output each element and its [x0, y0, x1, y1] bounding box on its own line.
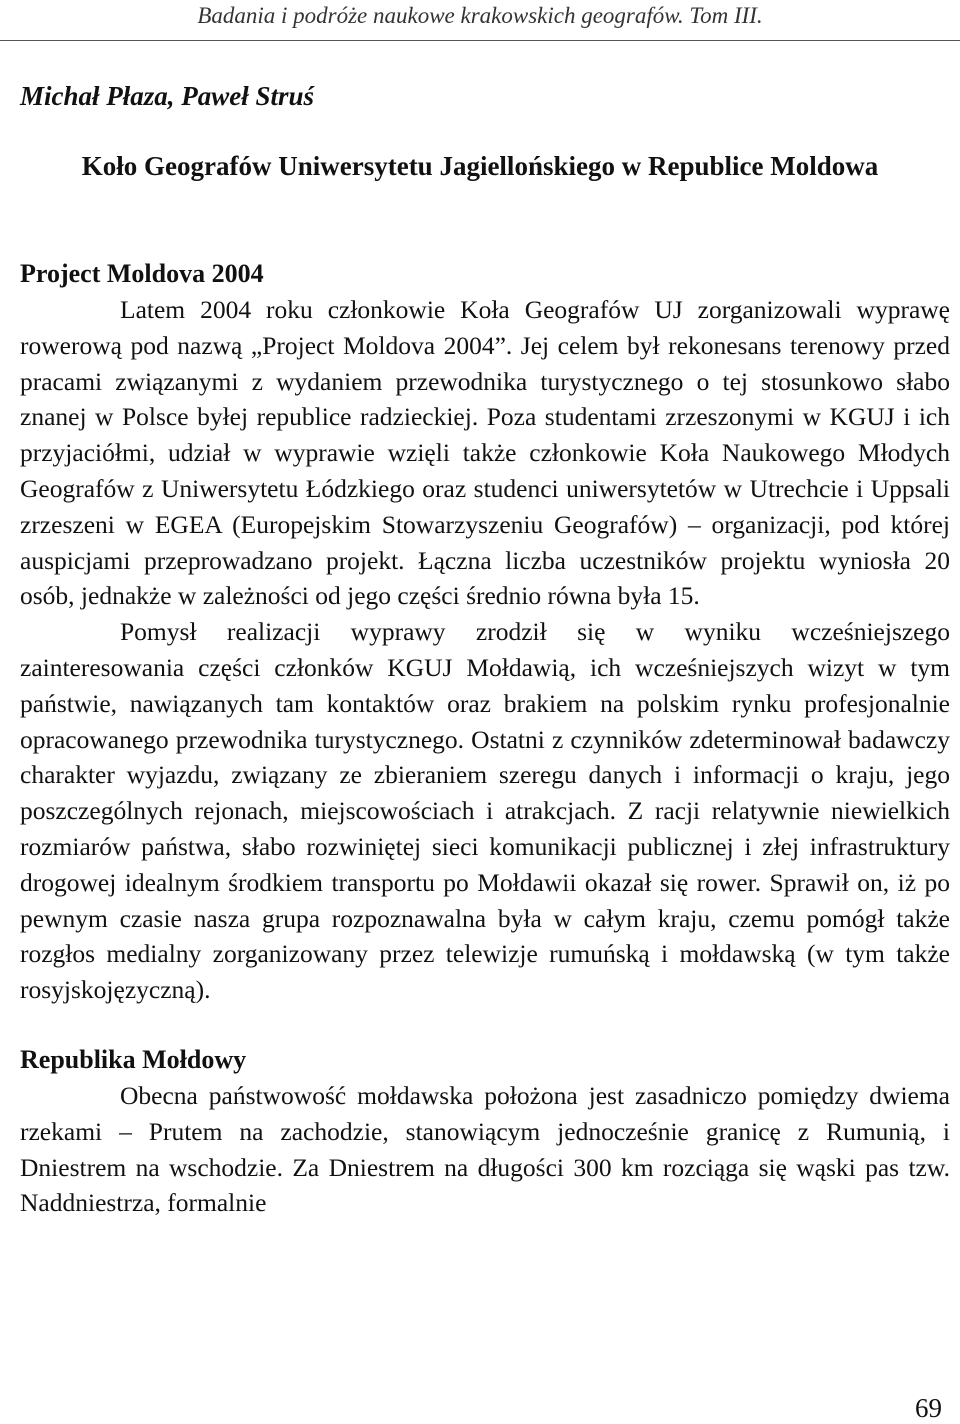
paragraph: Latem 2004 roku członkowie Koła Geografów UJ zorganizowali wyprawę rowerową pod nazwą „Project Moldova 2004”. Jej celem był rekonesans terenowy przed pracami związanymi z wydaniem przewodnika turystycznego o tej stosunkowo słabo znanej w Polsce byłej republice radzieckiej. Poza studentami zrzeszonymi w KGUJ i ich przyjaciółmi, udział w wyprawie wzięli także członkowie Koła Naukowego Młodych Geografów z Uniwersytetu Łódzkiego oraz studenci uniwersytetów w Utrechcie i Uppsali zrzeszeni w EGEA (Europejskim Stowarzyszeniu Geografów) – organizacji, pod której auspicjami przeprowadzano projekt. Łączna liczba uczestników projektu wyniosła 20 osób, jednakże w zależności od jego części średnio równa była 15.: [20, 295, 950, 611]
paragraph: Pomysł realizacji wyprawy zrodził się w wyniku wcześniejszego zainteresowania części członków KGUJ Mołdawią, ich wcześniejszych wizyt w tym państwie, nawiązanych tam kontaktów oraz brakiem na polskim rynku profesjonalnie opracowanego przewodnika turystycznego. Ostatni z czynników zdeterminował badawczy charakter wyjazdu, związany ze zbieraniem szeregu danych i informacji o kraju, jego poszczególnych rejonach, miejscowościach i atrakcjach. Z racji relatywnie niewielkich rozmiarów państwa, słabo rozwiniętej sieci komunikacji publicznej i złej infrastruktury drogowej idealnym środkiem transportu po Mołdawii okazał się rower. Sprawił on, iż po pewnym czasie nasza grupa rozpoznawalna była w całym kraju, czemu pomógł także rozgłos medialny zorganizowany przez telewizje rumuńską i mołdawską (w tym także rosyjskojęzyczną).: [20, 617, 950, 1005]
header-rule: [0, 40, 960, 41]
section-heading-project-moldova: Project Moldova 2004: [20, 259, 264, 288]
running-header: Badania i podróże naukowe krakowskich geografów. Tom III.: [197, 3, 763, 28]
article-authors: Michał Płaza, Paweł Struś: [20, 81, 315, 111]
article-body: [20, 256, 950, 1221]
section-heading-republika-moldowy: Republika Mołdowy: [20, 1044, 247, 1074]
page-number: 69: [915, 1393, 942, 1423]
paragraph: Obecna państwowość mołdawska położona jest zasadniczo pomiędzy dwiema rzekami – Prutem na zachodzie, stanowiącym jednocześnie granicę z Rumunią, i Dniestrem na wschodzie. Za Dniestrem na długości 300 km rozciąga się wąski pas tzw. Naddniestrza, formalnie: [20, 1080, 950, 1218]
article-title: Koło Geografów Uniwersytetu Jagiellońskiego w Republice Moldowa: [81, 151, 879, 181]
